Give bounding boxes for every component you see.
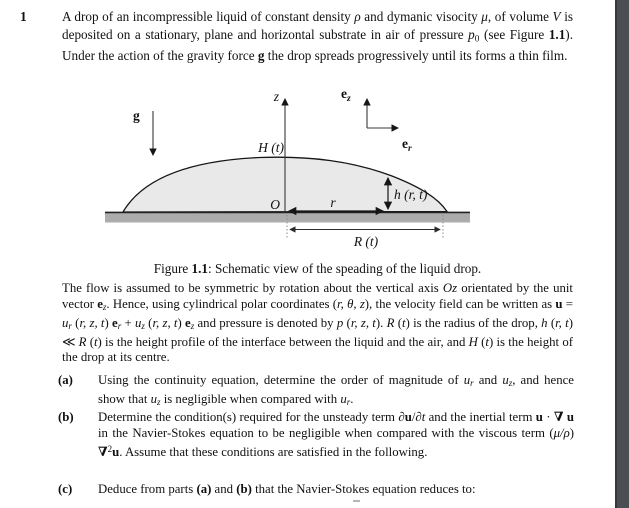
substrate-bar (105, 213, 470, 223)
radius-variable-label: r (330, 195, 336, 210)
part-b-label: (b) (58, 410, 74, 424)
drop-radius-label: R (t) (353, 234, 379, 249)
apex-height-label: H (t) (258, 140, 284, 155)
part-b-text: Determine the condition(s) required for the unsteady term ∂u/∂t and the inertial term u · ∇ u in the Navier-Stokes equation to be negligible when compared with the viscous term (μ/ρ) ∇$^2$u. Assume that these conditions are satisfied in the following. (98, 410, 574, 459)
part-a-text: Using the continuity equation, determine the order of magnitude of $u_r$ and $u_z$, and hence show that $u_z$ is negligible when compared with $u_r$. (98, 373, 574, 408)
z-axis-label: z (273, 89, 279, 104)
origin-label: O (270, 197, 280, 212)
part-b (58, 410, 574, 461)
part-a-label: (a) (58, 373, 73, 387)
part-c (58, 482, 574, 498)
ez-label: $e_z$ (341, 86, 351, 104)
problem-intro-paragraph: A drop of an incompressible liquid of constant density ρ and dymanic visocity μ, of volume V is deposited on a stationary, plane and horizontal substrate in air of pressure $p_0$ (see Figure 1.1). Under the action of the gravity force g the drop spreads progressively until its forms a thin film. (62, 9, 573, 64)
problem-number: 1 (20, 9, 27, 24)
drop-schematic-figure (95, 86, 515, 258)
height-profile-label: h (r, t) (394, 187, 428, 202)
er-label: $e_r$ (402, 136, 412, 154)
flow-description-paragraph: The flow is assumed to be symmetric by rotation about the vertical axis Oz orientated by the unit vector $e_z$. Hence, using cylindrical polar coordinates (r, θ, z), the velocity field can be written as $u = u_r$ (r, z, t) $e_r + u_z$ (r, z, t) $e_z$ and pressure is denoted by p (r, z, t). R (t) is the radius of the drop, h (r, t) ≪ R (t) is the height profile of the interface between the liquid and the air, and H (t) is the height of the drop at its centre. (62, 281, 573, 365)
part-c-text: Deduce from parts (a) and (b) that the Navier-Stokes equation reduces to: (98, 482, 476, 496)
cutoff-equation-fragment (353, 500, 360, 502)
part-c-label: (c) (58, 482, 73, 496)
figure-caption: Figure 1.1: Schematic view of the speading of the liquid drop. (153, 261, 482, 276)
part-a (58, 373, 574, 411)
viewer-dark-edge (615, 0, 629, 508)
gravity-label: g (133, 108, 140, 123)
